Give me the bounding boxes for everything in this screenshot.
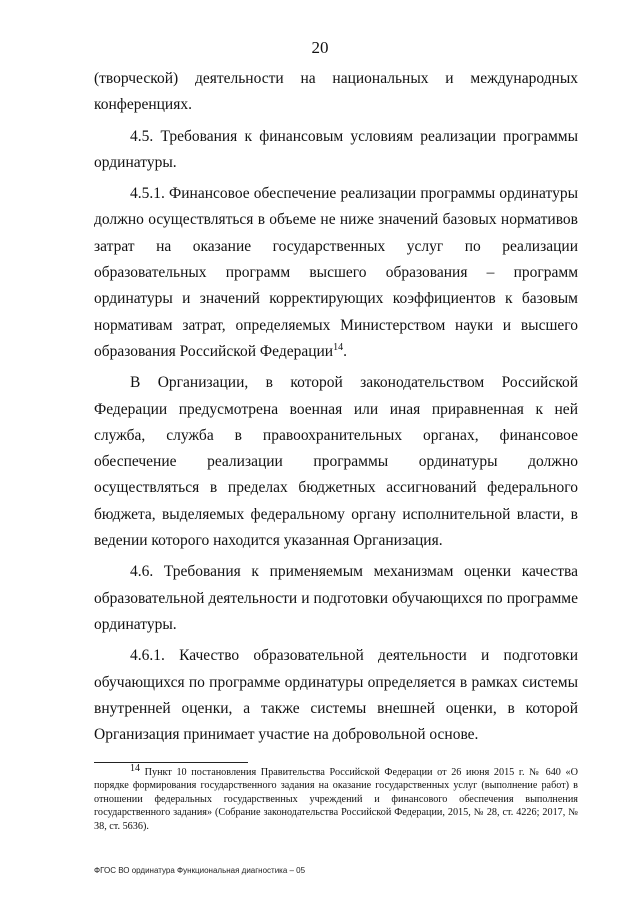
paragraph-continuation: (творческой) деятельности на национальных и международных конференциях. (94, 70, 578, 114)
page-number: 20 (311, 38, 329, 57)
paragraph-section-4-5-1 (94, 181, 578, 365)
paragraph-section-4-6-1: 4.6.1. Качество образовательной деятельности и подготовки обучающихся по программе ординатуры определяется в рамках системы внутренней оценки, а также системы внешней оценки, в которой Организация принимает участие на добровольной основе. (94, 647, 578, 744)
paragraph-end-period: . (343, 342, 347, 360)
footnote (94, 762, 578, 833)
footnote-mark: 14 (130, 762, 140, 774)
page-footer: ФГОС ВО ординатура Функциональная диагностика – 05 (94, 866, 306, 875)
footnote-text: Пункт 10 постановления Правительства Российской Федерации от 26 июня 2015 г. № 640 «О порядке формирования государственного задания на оказание государственных услуг (выполнение работ) в отношении федеральных государственных учреждений и финансового обеспечения выполнения государственного задания» (Собрание законодательства Российской Федерации, 2015, № 28, ст. 4226; 2017, № 38, ст. 5636). (94, 767, 578, 832)
paragraph-organization: В Организации, в которой законодательством Российской Федерации предусмотрена военная или иная приравненная к ней служба, служба в правоохранительных органах, финансовое обеспечение реализации программы ординатуры должно осуществляться в пределах бюджетных ассигнований федерального бюджета, выделяемых федеральному органу исполнительной власти, в ведении которого находится указанная Организация. (94, 374, 578, 550)
paragraph-section-4-5: 4.5. Требования к финансовым условиям реализации программы ординатуры. (94, 127, 578, 171)
document-body (94, 66, 578, 748)
footnote-reference[interactable]: 14 (333, 341, 344, 353)
paragraph-section-4-6: 4.6. Требования к применяемым механизмам оценки качества образовательной деятельности и подготовки обучающихся по программе ординатуры. (94, 563, 578, 633)
paragraph-section-4-5-1-text: 4.5.1. Финансовое обеспечение реализации программы ординатуры должно осуществляться в объеме не ниже значений базовых нормативов затрат на оказание государственных услуг по реализации образовательных программ высшего образования – программ ординатуры и значений корректирующих коэффициентов к базовым нормативам затрат, определяемых Министерством науки и высшего образования Российской Федерации (94, 185, 578, 360)
